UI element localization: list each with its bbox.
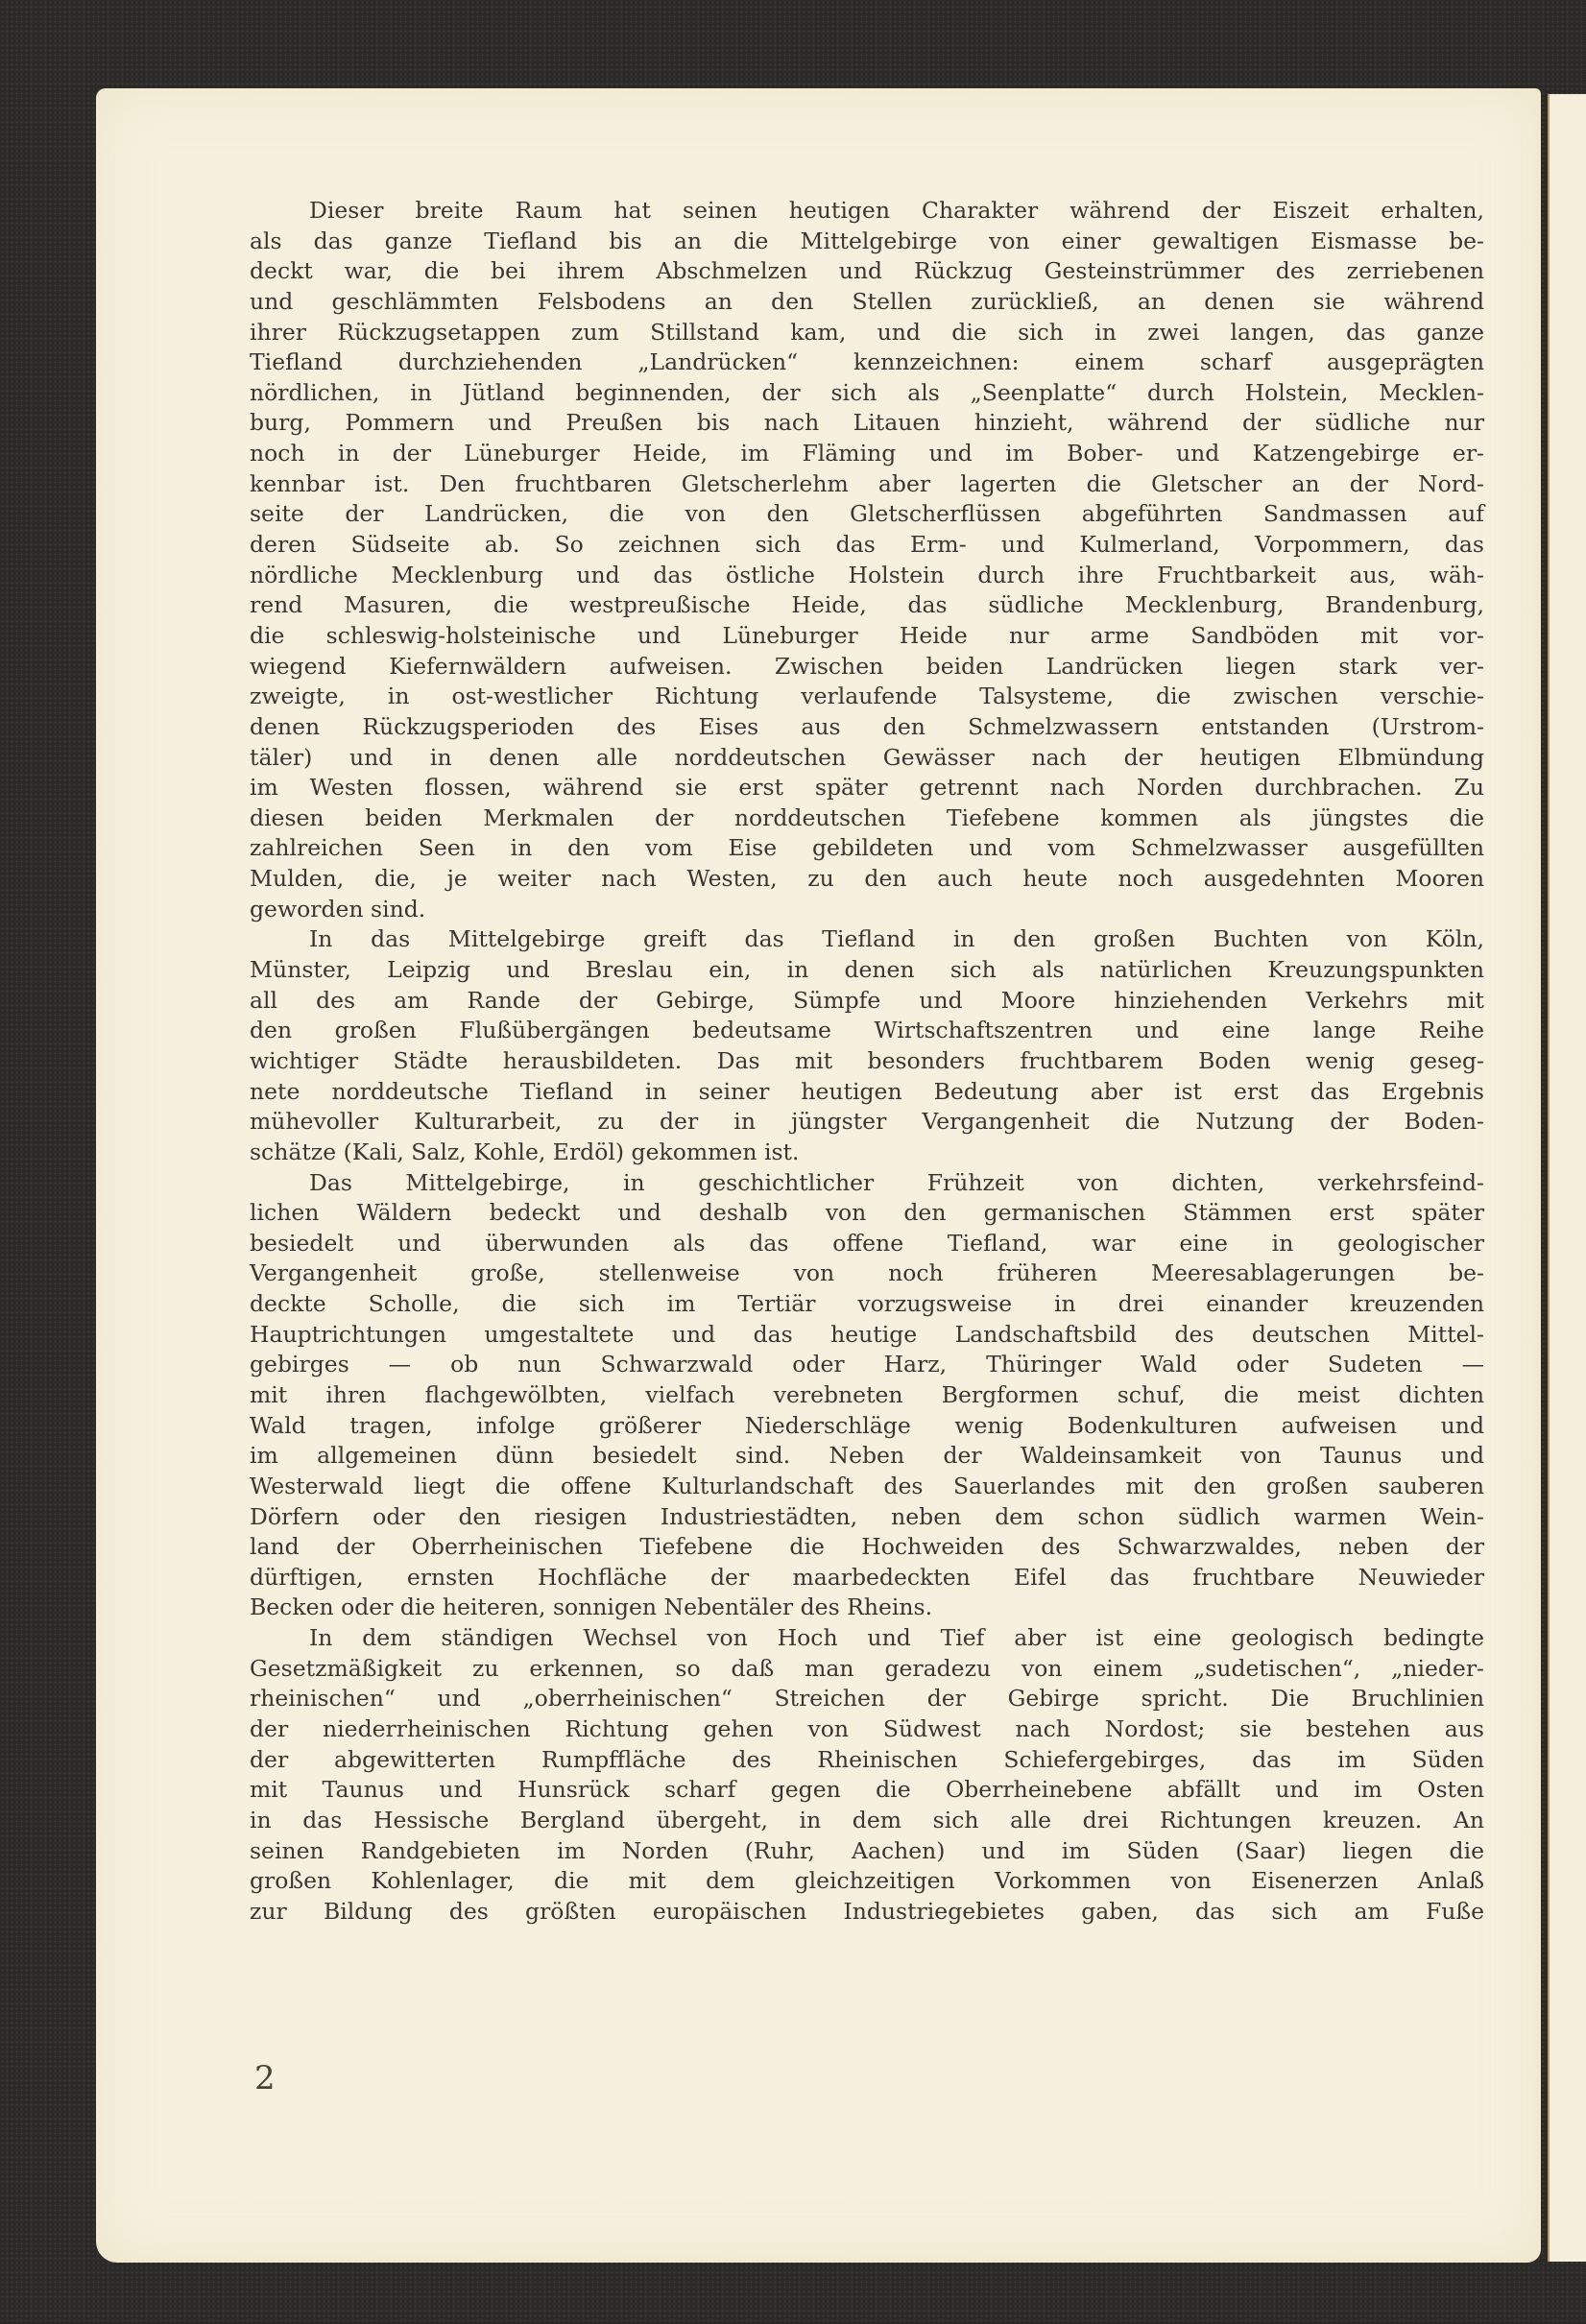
text-line: lichen Wäldern bedeckt und deshalb von den germanischen Stämmen erst später (250, 1199, 1484, 1227)
text-line: geworden sind. (250, 895, 426, 922)
text-line: der abgewitterten Rumpffläche des Rheinischen Schiefergebirges, das im Süden (250, 1745, 1484, 1773)
text-line: wichtiger Städte herausbildeten. Das mit besonders fruchtbarem Boden wenig geseg- (250, 1046, 1484, 1074)
text-line: Vergangenheit große, stellenweise von noch früheren Meeresablagerungen be- (250, 1259, 1484, 1287)
text-line: ihrer Rückzugsetappen zum Stillstand kam, und die sich in zwei langen, das ganze (250, 318, 1484, 346)
text-line: Hauptrichtungen umgestaltete und das heutige Landschaftsbild des deutschen Mittel- (250, 1320, 1484, 1348)
text-line: der niederrheinischen Richtung gehen von Südwest nach Nordost; sie bestehen aus (250, 1715, 1484, 1743)
text-line: zweigte, in ost-westlicher Richtung verlaufende Talsysteme, die zwischen verschie- (250, 683, 1484, 710)
text-line: Wald tragen, infolge größerer Niederschläge wenig Bodenkulturen aufweisen und (250, 1411, 1484, 1439)
text-line: im Westen flossen, während sie erst später getrennt nach Norden durchbrachen. Zu (250, 774, 1484, 802)
body-text (250, 196, 1484, 1928)
text-line: Münster, Leipzig und Breslau ein, in denen sich als natürlichen Kreuzungspunkten (250, 956, 1484, 984)
text-line: denen Rückzugsperioden des Eises aus den Schmelzwassern entstanden (Urstrom- (250, 712, 1484, 740)
text-line: noch in der Lüneburger Heide, im Fläming und im Bober- und Katzengebirge er- (250, 440, 1484, 467)
text-line: die schleswig-holsteinische und Lüneburger Heide nur arme Sandböden mit vor- (250, 621, 1484, 649)
text-line: nete norddeutsche Tiefland in seiner heutigen Bedeutung aber ist erst das Ergebnis (250, 1077, 1484, 1105)
text-line: Westerwald liegt die offene Kulturlandschaft des Sauerlandes mit den großen sauberen (250, 1472, 1484, 1499)
page-number: 2 (254, 2059, 276, 2097)
text-line: schätze (Kali, Salz, Kohle, Erdöl) gekommen ist. (250, 1138, 800, 1165)
text-line: mühevoller Kulturarbeit, zu der in jüngster Vergangenheit die Nutzung der Boden- (250, 1108, 1484, 1136)
text-line: Tiefland durchziehenden „Landrücken“ kennzeichnen: einem scharf ausgeprägten (250, 348, 1484, 376)
text-line: Dörfern oder den riesigen Industriestädten, neben dem schon südlich warmen Wein- (250, 1502, 1484, 1530)
text-line: Dieser breite Raum hat seinen heutigen Charakter während der Eiszeit erhalten, (309, 197, 1484, 224)
text-line: in das Hessische Bergland übergeht, in dem sich alle drei Richtungen kreuzen. An (250, 1806, 1484, 1833)
text-line: In das Mittelgebirge greift das Tiefland in den großen Buchten von Köln, (309, 925, 1484, 953)
text-line: rheinischen“ und „oberrheinischen“ Streichen der Gebirge spricht. Die Bruchlinien (250, 1685, 1484, 1713)
text-line: In dem ständigen Wechsel von Hoch und Tief aber ist eine geologisch bedingte (309, 1624, 1484, 1652)
text-line: mit Taunus und Hunsrück scharf gegen die Oberrheinebene abfällt und im Osten (250, 1776, 1484, 1804)
text-line: als das ganze Tiefland bis an die Mittelgebirge von einer gewaltigen Eismasse be- (250, 227, 1484, 254)
text-line: all des am Rande der Gebirge, Sümpfe und Moore hinziehenden Verkehrs mit (250, 986, 1484, 1014)
text-line: Becken oder die heiteren, sonnigen Nebentäler des Rheins. (250, 1593, 933, 1621)
text-line: Gesetzmäßigkeit zu erkennen, so daß man geradezu von einem „sudetischen“, „nieder- (250, 1654, 1484, 1682)
book-page (96, 88, 1541, 2263)
text-line: zur Bildung des größten europäischen Industriegebietes gaben, das sich am Fuße (250, 1897, 1484, 1925)
text-line: land der Oberrheinischen Tiefebene die Hochweiden des Schwarzwaldes, neben der (250, 1533, 1484, 1561)
text-line: deckte Scholle, die sich im Tertiär vorzugsweise in drei einander kreuzenden (250, 1290, 1484, 1318)
adjacent-page-edge (1548, 94, 1586, 2262)
text-line: kennbar ist. Den fruchtbaren Gletscherlehm aber lagerten die Gletscher an der Nord- (250, 469, 1484, 497)
text-line: seite der Landrücken, die von den Gletscherflüssen abgeführten Sandmassen auf (250, 500, 1484, 528)
text-line: nördliche Mecklenburg und das östliche Holstein durch ihre Fruchtbarkeit aus, wäh- (250, 561, 1484, 588)
text-line: täler) und in denen alle norddeutschen Gewässer nach der heutigen Elbmündung (250, 743, 1484, 771)
text-line: im allgemeinen dünn besiedelt sind. Neben der Waldeinsamkeit von Taunus und (250, 1442, 1484, 1470)
text-line: dürftigen, ernsten Hochfläche der maarbedeckten Eifel das fruchtbare Neuwieder (250, 1563, 1484, 1591)
text-line: burg, Pommern und Preußen bis nach Litauen hinzieht, während der südliche nur (250, 409, 1484, 437)
text-line: zahlreichen Seen in den vom Eise gebildeten und vom Schmelzwasser ausgefüllten (250, 834, 1484, 862)
text-line: Das Mittelgebirge, in geschichtlicher Frühzeit von dichten, verkehrsfeind- (309, 1168, 1484, 1196)
text-line: den großen Flußübergängen bedeutsame Wirtschaftszentren und eine lange Reihe (250, 1017, 1484, 1044)
text-line: seinen Randgebieten im Norden (Ruhr, Aachen) und im Süden (Saar) liegen die (250, 1836, 1484, 1864)
text-line: großen Kohlenlager, die mit dem gleichzeitigen Vorkommen von Eisenerzen Anlaß (250, 1867, 1484, 1895)
text-line: mit ihren flachgewölbten, vielfach verebneten Bergformen schuf, die meist dichten (250, 1380, 1484, 1408)
text-line: und geschlämmten Felsbodens an den Stellen zurückließ, an denen sie während (250, 287, 1484, 315)
text-line: wiegend Kiefernwäldern aufweisen. Zwischen beiden Landrücken liegen stark ver- (250, 652, 1484, 680)
text-line: deckt war, die bei ihrem Abschmelzen und Rückzug Gesteinstrümmer des zerriebenen (250, 257, 1484, 285)
text-line: rend Masuren, die westpreußische Heide, das südliche Mecklenburg, Brandenburg, (250, 591, 1484, 619)
text-line: diesen beiden Merkmalen der norddeutschen Tiefebene kommen als jüngstes die (250, 803, 1484, 831)
text-line: nördlichen, in Jütland beginnenden, der sich als „Seenplatte“ durch Holstein, Mecklen- (250, 378, 1484, 406)
text-line: Mulden, die, je weiter nach Westen, zu den auch heute noch ausgedehnten Mooren (250, 865, 1484, 893)
text-line: gebirges — ob nun Schwarzwald oder Harz, Thüringer Wald oder Sudeten — (250, 1351, 1484, 1378)
text-line: besiedelt und überwunden als das offene Tiefland, war eine in geologischer (250, 1229, 1484, 1257)
text-line: deren Südseite ab. So zeichnen sich das Erm- und Kulmerland, Vorpommern, das (250, 531, 1484, 559)
